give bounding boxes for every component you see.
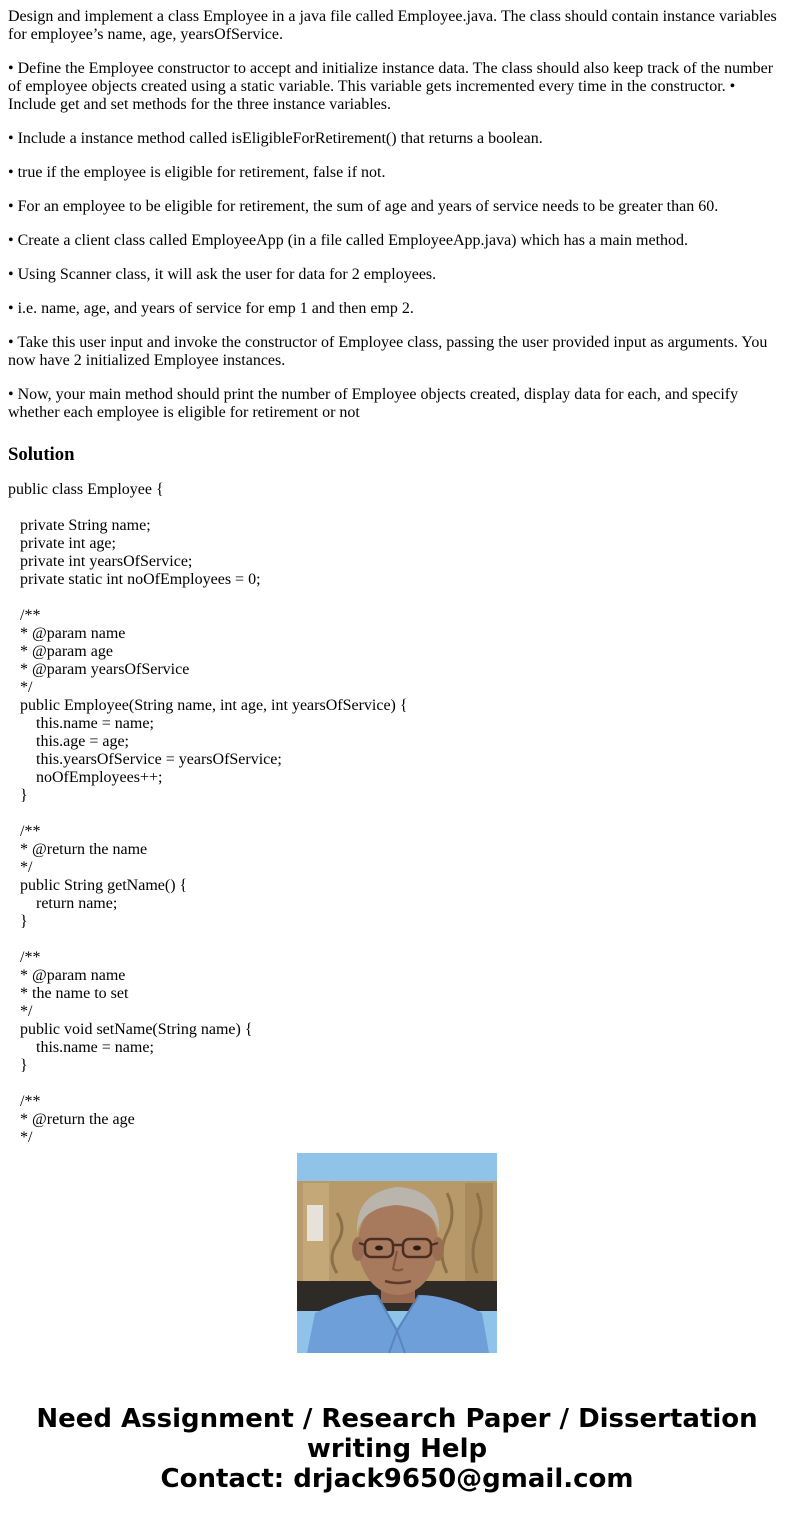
code-line xyxy=(8,805,784,823)
code-line: * @param age xyxy=(8,643,113,660)
question-bullet-return-value: • true if the employee is eligible for retirement, false if not. xyxy=(8,164,386,181)
question-bullet-scanner: • Using Scanner class, it will ask the user for data for 2 employees. xyxy=(8,266,437,283)
code-line: this.name = name; xyxy=(8,715,154,732)
code-line: noOfEmployees++; xyxy=(8,769,163,786)
code-line: } xyxy=(8,913,28,930)
code-line: * the name to set xyxy=(8,985,129,1002)
code-line xyxy=(8,589,784,607)
promo-banner xyxy=(0,1404,794,1494)
code-line: return name; xyxy=(8,895,118,912)
code-line xyxy=(8,1075,784,1093)
code-line xyxy=(8,499,784,517)
question-text xyxy=(8,8,784,422)
question-bullet-invoke-constructor: • Take this user input and invoke the constructor of Employee class, passing the user provided input as arguments. You now have 2 initialized Employee instances. xyxy=(8,334,768,369)
portrait-illustration xyxy=(297,1153,497,1353)
question-bullet-print-output: • Now, your main method should print the number of Employee objects created, display data for each, and specify whether each employee is eligible for retirement or not xyxy=(8,386,739,421)
code-line: /** xyxy=(8,1093,41,1110)
code-line: * @return the age xyxy=(8,1111,135,1128)
code-line: * @param name xyxy=(8,967,126,984)
code-line: */ xyxy=(8,679,33,696)
code-line: */ xyxy=(8,859,33,876)
question-bullet-input-fields: • i.e. name, age, and years of service for emp 1 and then emp 2. xyxy=(8,300,414,317)
code-line: private int yearsOfService; xyxy=(8,553,193,570)
promo-headline: Need Assignment / Research Paper / Dissertation xyxy=(36,1404,758,1434)
code-line: /** xyxy=(8,949,41,966)
code-line: public class Employee { xyxy=(8,481,164,498)
code-line: } xyxy=(8,1057,28,1074)
avatar xyxy=(297,1153,497,1353)
code-line: */ xyxy=(8,1129,33,1146)
code-line: this.yearsOfService = yearsOfService; xyxy=(8,751,282,768)
code-line: /** xyxy=(8,607,41,624)
promo-subheadline: writing Help xyxy=(306,1434,488,1464)
code-line: private int age; xyxy=(8,535,116,552)
question-bullet-constructor: • Define the Employee constructor to accept and initialize instance data. The class should also keep track of the number of employee objects created using a static variable. This variable gets incremented every time in the constructor. • Include get and set methods for the three instance variables. xyxy=(8,60,774,113)
question-bullet-client-class: • Create a client class called EmployeeApp (in a file called EmployeeApp.java) which has a main method. xyxy=(8,232,689,249)
solution-heading: Solution xyxy=(8,444,75,465)
code-line: /** xyxy=(8,823,41,840)
question-bullet-retirement-method: • Include a instance method called isEligibleForRetirement() that returns a boolean. xyxy=(8,130,543,147)
code-line: this.age = age; xyxy=(8,733,129,750)
code-line: * @param yearsOfService xyxy=(8,661,190,678)
code-line: this.name = name; xyxy=(8,1039,154,1056)
code-line: private String name; xyxy=(8,517,151,534)
code-line xyxy=(8,931,784,949)
code-line: * @return the name xyxy=(8,841,148,858)
code-line: */ xyxy=(8,1003,33,1020)
code-line: } xyxy=(8,787,28,804)
question-paragraph-intro: Design and implement a class Employee in a java file called Employee.java. The class should contain instance variables for employee’s name, age, yearsOfService. xyxy=(8,8,777,43)
code-line: * @param name xyxy=(8,625,126,642)
promo-contact-email: Contact: drjack9650@gmail.com xyxy=(160,1464,634,1494)
code-line: public Employee(String name, int age, int yearsOfService) { xyxy=(8,697,408,714)
question-bullet-eligibility-rule: • For an employee to be eligible for retirement, the sum of age and years of service needs to be greater than 60. xyxy=(8,198,719,215)
code-line: public String getName() { xyxy=(8,877,188,894)
code-line: public void setName(String name) { xyxy=(8,1021,253,1038)
code-line: private static int noOfEmployees = 0; xyxy=(8,571,261,588)
document-body xyxy=(8,8,784,480)
solution-code-block xyxy=(8,481,784,1146)
